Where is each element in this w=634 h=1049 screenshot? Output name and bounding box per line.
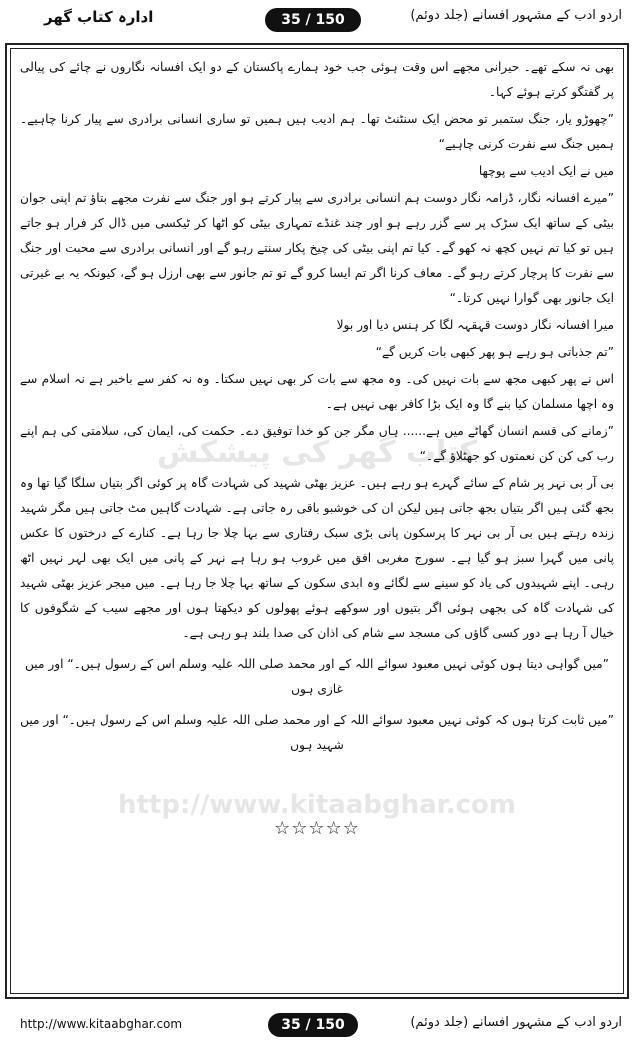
article-body — [20, 55, 614, 945]
paragraph: اس نے پھر کبھی مجھ سے بات نہیں کی۔ وہ مجھ سے بات کر بھی نہیں سکتا۔ وہ نہ کفر سے باخبر ہے نہ اسلام سے وہ اچھا مسلمان کیا بنے گا وہ ایک بڑا کافر بھی نہیں ہے۔ — [20, 372, 614, 411]
paragraph: ”زمانے کی قسم انسان گھاٹے میں ہے...... ہاں مگر جن کو خدا توفیق دے۔ حکمت کی، ایمان کی، سلامتی کی ہم اپنے رب کی کن کن نعمتوں کو جھٹلاؤ گے۔“ — [20, 424, 614, 463]
watermark-text: کتاب گھر کی پیشکش — [156, 435, 478, 470]
website-link[interactable]: http://www.kitaabghar.com — [20, 1017, 183, 1031]
footer-page-number-badge: 35 / 150 — [268, 1013, 358, 1037]
paragraph: ”میرے افسانہ نگار، ڈرامہ نگار دوست ہم انسانی برادری سے پیار کرتے ہو اور جنگ سے نفرت مجھے بتاؤ تم اپنی جوان بیٹی کے ساتھ ایک سڑک پر سے گزر رہے ہو اور چند غنڈے تمہاری بیٹی کو اٹھا کر ٹیکسی میں ڈال کر فرار ہو جاتے ہیں تو کیا تم نہیں کچھ نہ کھو گے۔ کیا تم اپنی بیٹی کی چیخ پکار سنتے رہو گے اور انسانی برادری سے محبت اور جنگ سے نفرت کا پرچار کرتے رہو گے۔ معاف کرنا اگر تم ایسا کرو گے تو تم جانور سے بھی ارزل ہو گے، کیونکہ یہ بے غیرتی ایک جانور بھی گوارا نہیں کرتا۔“ — [20, 191, 614, 305]
quote-line: ”میں گواہی دیتا ہوں کوئی نہیں معبود سوائے اللہ کے اور محمد صلی اللہ علیہ وسلم اس کے رسول ہیں۔“ اور میں غازی ہوں — [25, 657, 609, 696]
paragraph: ”چھوڑو یار، جنگ ستمبر تو محض ایک سنٹنٹ تھا۔ ہم ادیب ہیں ہمیں تو ساری انسانی برادری سے پیار کرنا چاہیے۔ ہمیں جنگ سے نفرت کرنی چاہیے“ — [20, 112, 614, 151]
book-title: اردو ادب کے مشہور افسانے (جلد دوئم) — [410, 8, 622, 23]
watermark-url: http://www.kitaabghar.com — [118, 790, 516, 820]
page-number-badge: 35 / 150 — [265, 8, 361, 32]
section-divider-stars: ☆☆☆☆☆ — [274, 818, 360, 839]
paragraph: میں نے ایک ادیب سے پوچھا — [478, 164, 614, 178]
page-footer — [0, 1005, 634, 1045]
paragraph: بھی نہ سکے تھے۔ حیرانی مجھے اس وقت ہوئی جب خود ہمارے پاکستان کے دو ایک افسانہ نگاروں نے چائے کی پیالی پر گفتگو کرتے ہوئے کہا۔ — [20, 60, 614, 99]
paragraph: بی آر بی نہر پر شام کے سائے گہرے ہو رہے ہیں۔ عزیز بھٹی شہید کی شہادت گاہ پر کوئی اگر بتیاں سلگا گیا تھا وہ بجھ گئی ہیں اگر بتیاں بجھ جاتی ہیں لیکن ان کی خوشبو باقی رہ جاتی ہے۔ شہادت گاہیں مٹ جاتی ہیں مگر شہید زندہ رہتے ہیں بی آر بی نہر کا پرسکون پانی بڑی سبک رفتاری سے بہا چلا جا رہا ہے۔ کنارے کے درختوں کا عکس پانی میں گہرا سبز ہو گیا ہے۔ سورج مغربی افق میں غروب ہو رہا ہے نہر کے پانی میں ایک بھی لہر نہیں اٹھ رہی۔ اپنے شہیدوں کی یاد کو سینے سے لگائے وہ ابدی سکون کے ساتھ بہا چلا جا رہا ہے۔ میں میجر عزیز بھٹی شہید کی شہادت گاہ کی بجھی ہوئی اگر بتیوں اور سوکھے ہوئے پھولوں کو دیکھتا ہوں اور مجھے سیب کے شگوفوں کا خیال آ رہا ہے دور کسی گاؤں کی مسجد سے شام کی اذان کی صدا بلند ہو رہی ہے۔ — [20, 476, 614, 640]
footer-book-title: اردو ادب کے مشہور افسانے (جلد دوئم) — [410, 1015, 622, 1030]
publisher-name: ادارہ کتاب گھر — [44, 8, 154, 26]
paragraph: ”تم جذباتی ہو رہے ہو پھر کبھی بات کریں گے“ — [375, 345, 614, 359]
quote-line: ”میں ثابت کرتا ہوں کہ کوئی نہیں معبود سوائے اللہ کے اور محمد صلی اللہ علیہ وسلم اس کے رسول ہیں۔“ اور میں شہید ہوں — [20, 713, 614, 752]
page-header — [0, 0, 634, 40]
paragraph: میرا افسانہ نگار دوست قہقہہ لگا کر ہنس دیا اور بولا — [336, 318, 614, 332]
